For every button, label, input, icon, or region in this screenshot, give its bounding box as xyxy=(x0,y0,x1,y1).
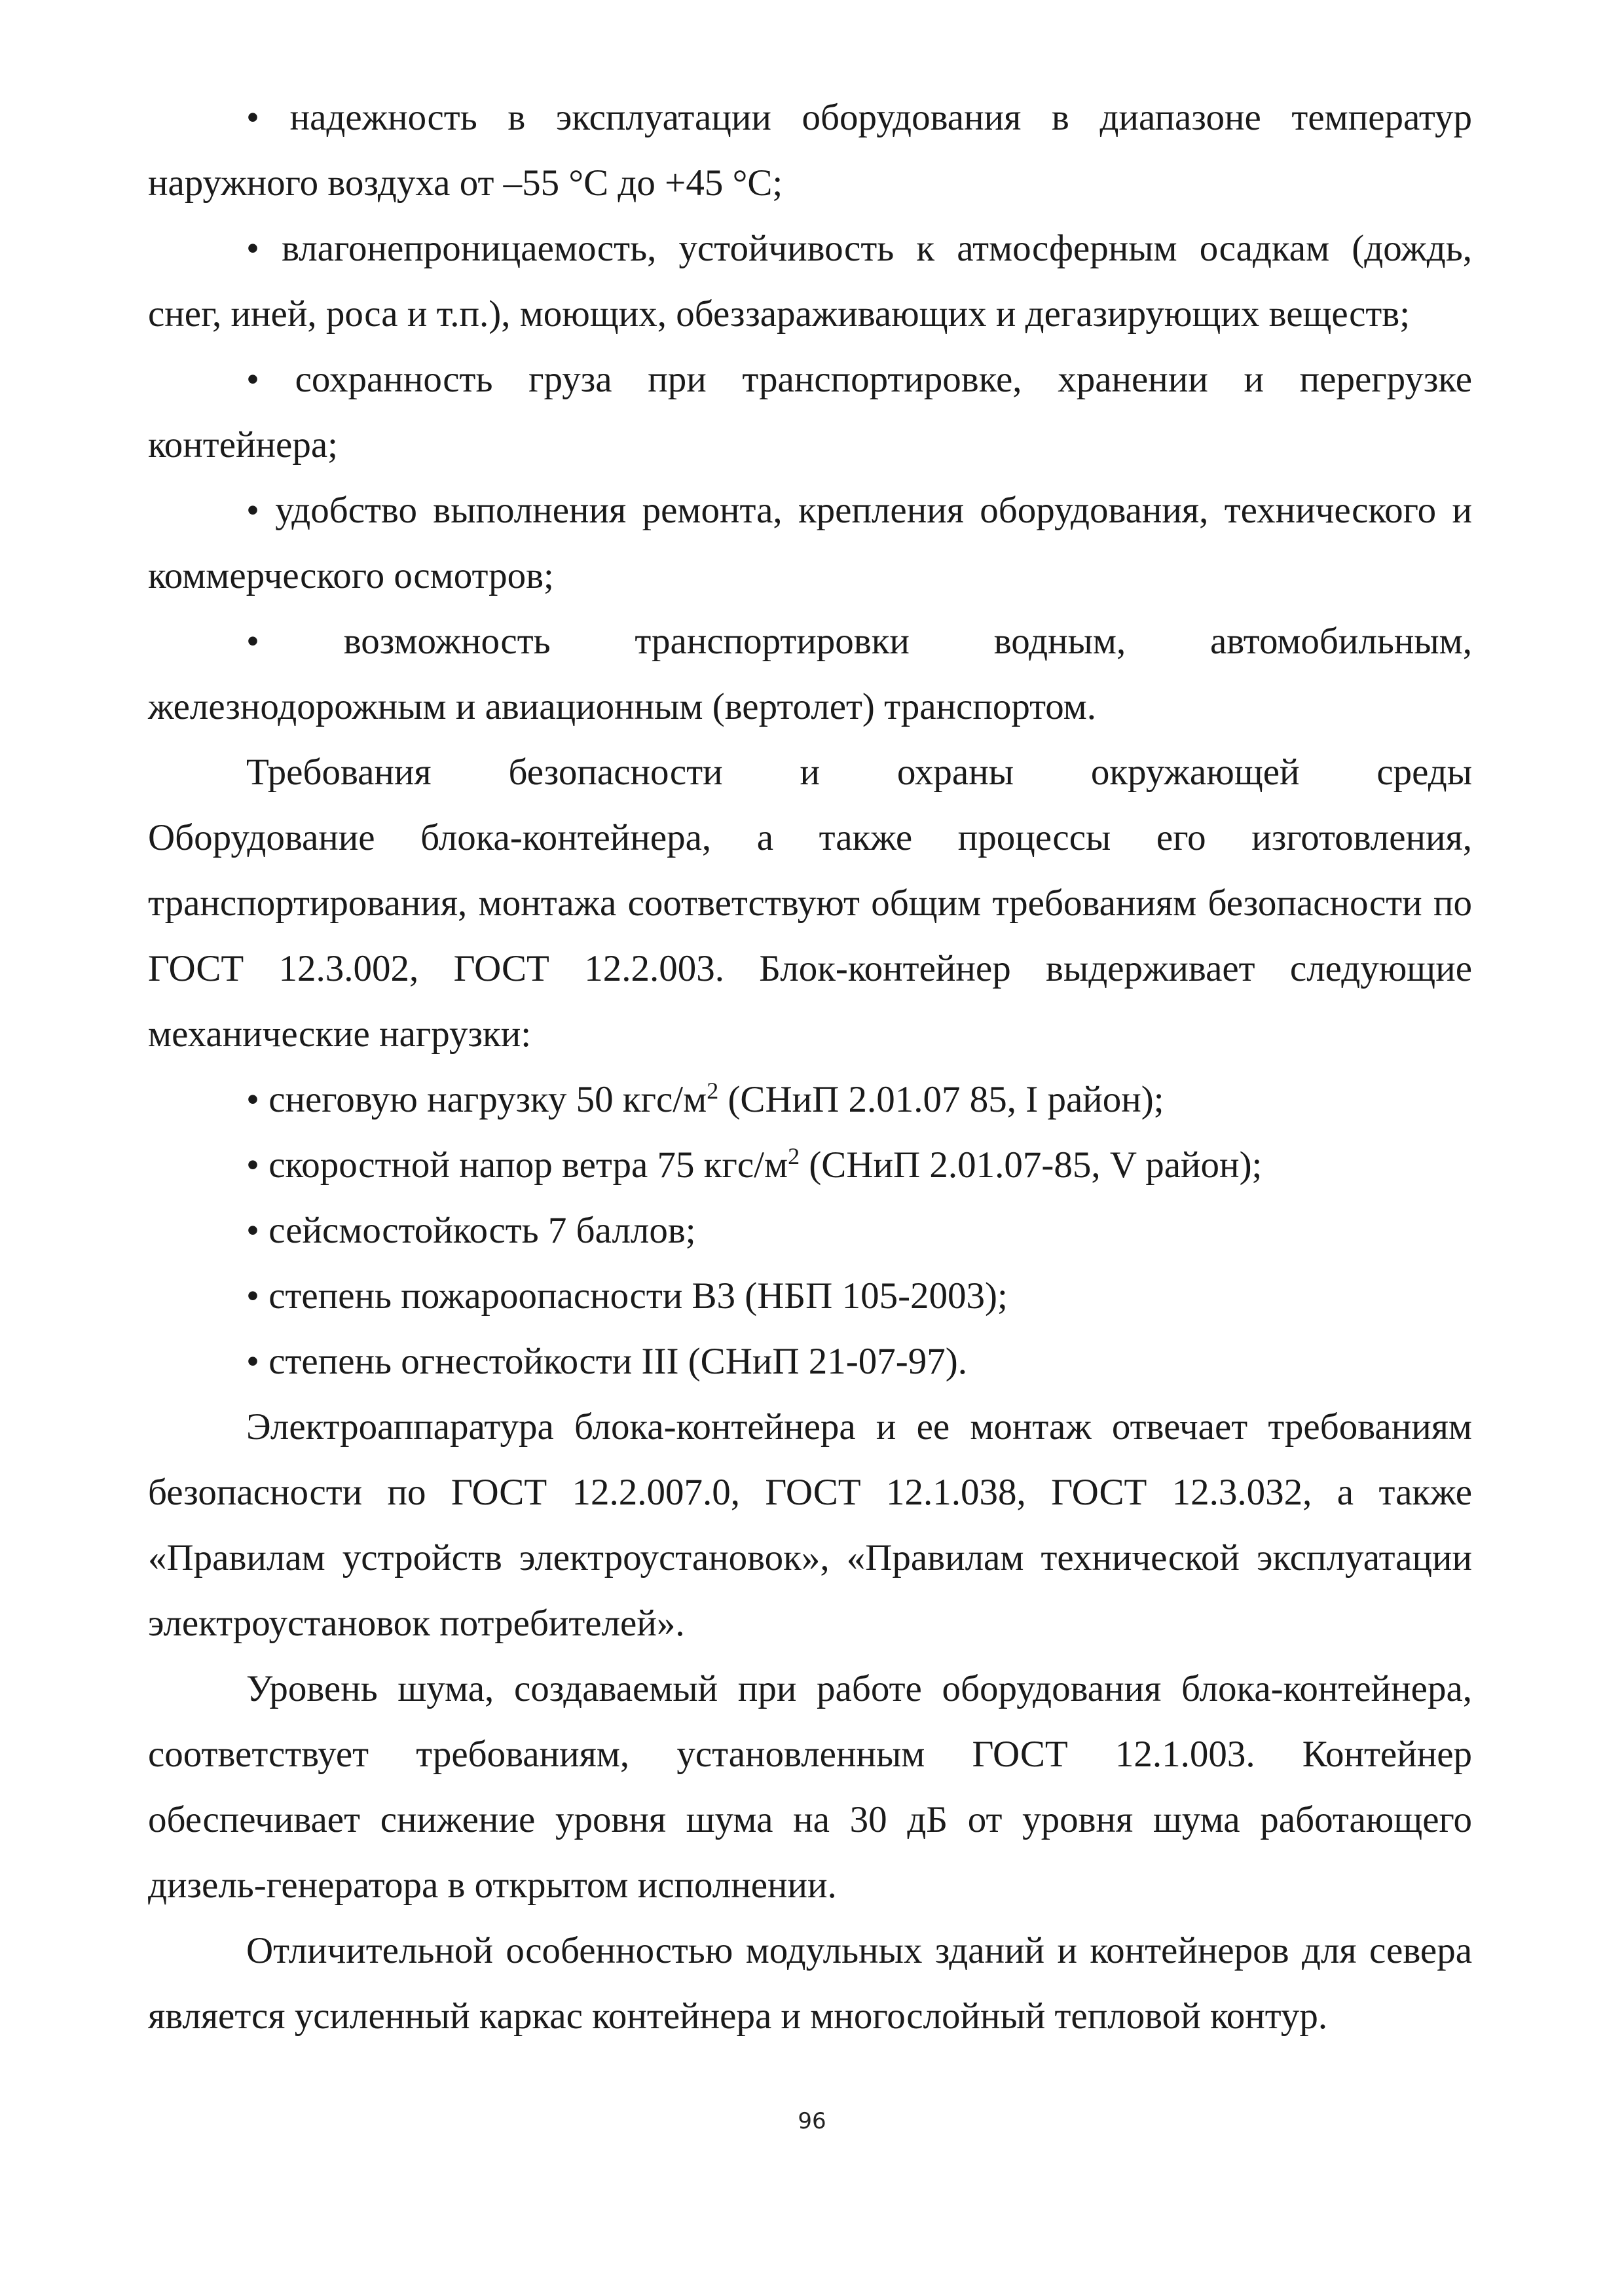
load-fire-hazard: • степень пожароопасности В3 (НБП 105-2003); xyxy=(246,1275,1008,1317)
paragraph-noise: Уровень шума, создаваемый при работе оборудования блока-контейнера, соответствует требованиям, установленным ГОСТ 12.1.003. Контейнер обеспечивает снижение уровня шума на 30 дБ от уровня шума работающего дизель-генератора в открытом исполнении. xyxy=(148,1668,1472,1906)
paragraph-distinctive-feature: Отличительной особенностью модульных зданий и контейнеров для севера является усиленный каркас контейнера и многослойный тепловой контур. xyxy=(148,1930,1472,2037)
load-snow-superscript: 2 xyxy=(707,1078,719,1104)
section-heading-safety xyxy=(148,740,1472,805)
document-page xyxy=(148,85,1472,2049)
section-heading-text: Требования безопасности и охраны окружающей среды xyxy=(246,752,1472,793)
bullet-cargo-safety: • сохранность груза при транспортировке, хранении и перегрузке контейнера; xyxy=(148,359,1472,465)
load-wind-norm: (СНиП 2.01.07-85, V район); xyxy=(800,1144,1263,1186)
load-fire-resistance: • степень огнестойкости III (СНиП 21-07-97). xyxy=(246,1341,967,1382)
load-wind-superscript: 2 xyxy=(788,1143,800,1169)
paragraph-safety-requirements: Оборудование блока-контейнера, а также процессы его изготовления, транспортирования, монтажа соответствуют общим требованиям безопасности по ГОСТ 12.3.002, ГОСТ 12.2.003. Блок-контейнер выдерживает следующие механические нагрузки: xyxy=(148,817,1472,1055)
page-number: 96 xyxy=(798,2108,826,2134)
load-snow xyxy=(148,1067,1472,1133)
load-wind xyxy=(148,1133,1472,1198)
load-wind-text: • скоростной напор ветра 75 кгс/м xyxy=(246,1144,788,1186)
load-snow-norm: (СНиП 2.01.07 85, I район); xyxy=(718,1079,1164,1120)
paragraph-electrical: Электроаппаратура блока-контейнера и ее монтаж отвечает требованиям безопасности по ГОСТ 12.2.007.0, ГОСТ 12.1.038, ГОСТ 12.3.032, а также «Правилам устройств электроустановок», «Правилам технической эксплуатации электроустановок потребителей». xyxy=(148,1406,1472,1644)
bullet-repair-convenience: • удобство выполнения ремонта, крепления оборудования, технического и коммерческого осмотров; xyxy=(148,490,1472,596)
load-seismic: • сейсмостойкость 7 баллов; xyxy=(246,1210,696,1251)
bullet-reliability: • надежность в эксплуатации оборудования в диапазоне температур наружного воздуха от –55 °C до +45 °C; xyxy=(148,97,1472,204)
bullet-transportability: • возможность транспортировки водным, автомобильным, железнодорожным и авиационным (вертолет) транспортом. xyxy=(148,621,1472,727)
bullet-waterproof: • влагонепроницаемость, устойчивость к атмосферным осадкам (дождь, снег, иней, роса и т.п.), моющих, обеззараживающих и дегазирующих веществ; xyxy=(148,228,1472,335)
load-snow-text: • снеговую нагрузку 50 кгс/м xyxy=(246,1079,707,1120)
